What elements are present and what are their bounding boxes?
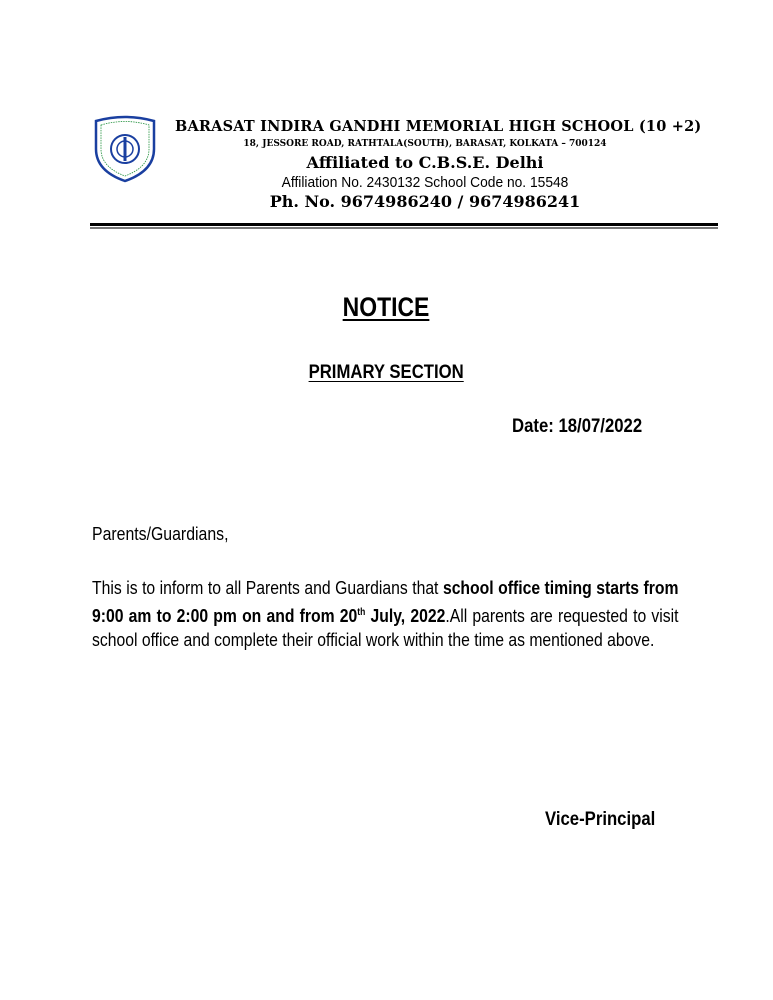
affiliation-line: Affiliated to C.B.S.E. Delhi: [306, 153, 544, 172]
salutation: Parents/Guardians,: [92, 524, 229, 544]
affiliation-number: Affiliation No. 2430132 School Code no. 15548: [281, 174, 569, 191]
notice-title: [0, 292, 773, 323]
header-divider: [90, 223, 718, 226]
section-heading: [0, 362, 773, 384]
notice-title-text: NOTICE: [343, 292, 430, 322]
body-bold-2: July, 2022: [365, 604, 446, 626]
signature: Vice-Principal: [545, 809, 656, 830]
section-heading-text: PRIMARY SECTION: [308, 362, 465, 383]
header-divider-shadow: [90, 227, 718, 229]
phone-numbers: Ph. No. 9674986240 / 9674986241: [269, 192, 581, 211]
notice-body: [92, 576, 679, 653]
school-crest-icon: [90, 113, 160, 183]
notice-date: Date: 18/07/2022: [512, 416, 643, 437]
body-superscript: th: [357, 606, 366, 618]
body-text-2: .All parents are requested to visit school office and complete their official work within the time as mentioned above.: [92, 604, 679, 651]
school-address: 18, JESSORE ROAD, RATHTALA(SOUTH), BARASAT, KOLKATA – 700124: [243, 139, 607, 149]
body-text-1: This is to inform to all Parents and Guardians that: [92, 577, 443, 598]
school-name: BARASAT INDIRA GANDHI MEMORIAL HIGH SCHOOL (10 +2): [175, 118, 702, 135]
body-bold-1: school office timing starts from 9:00 am to 2:00 pm on and from 20: [92, 577, 679, 626]
